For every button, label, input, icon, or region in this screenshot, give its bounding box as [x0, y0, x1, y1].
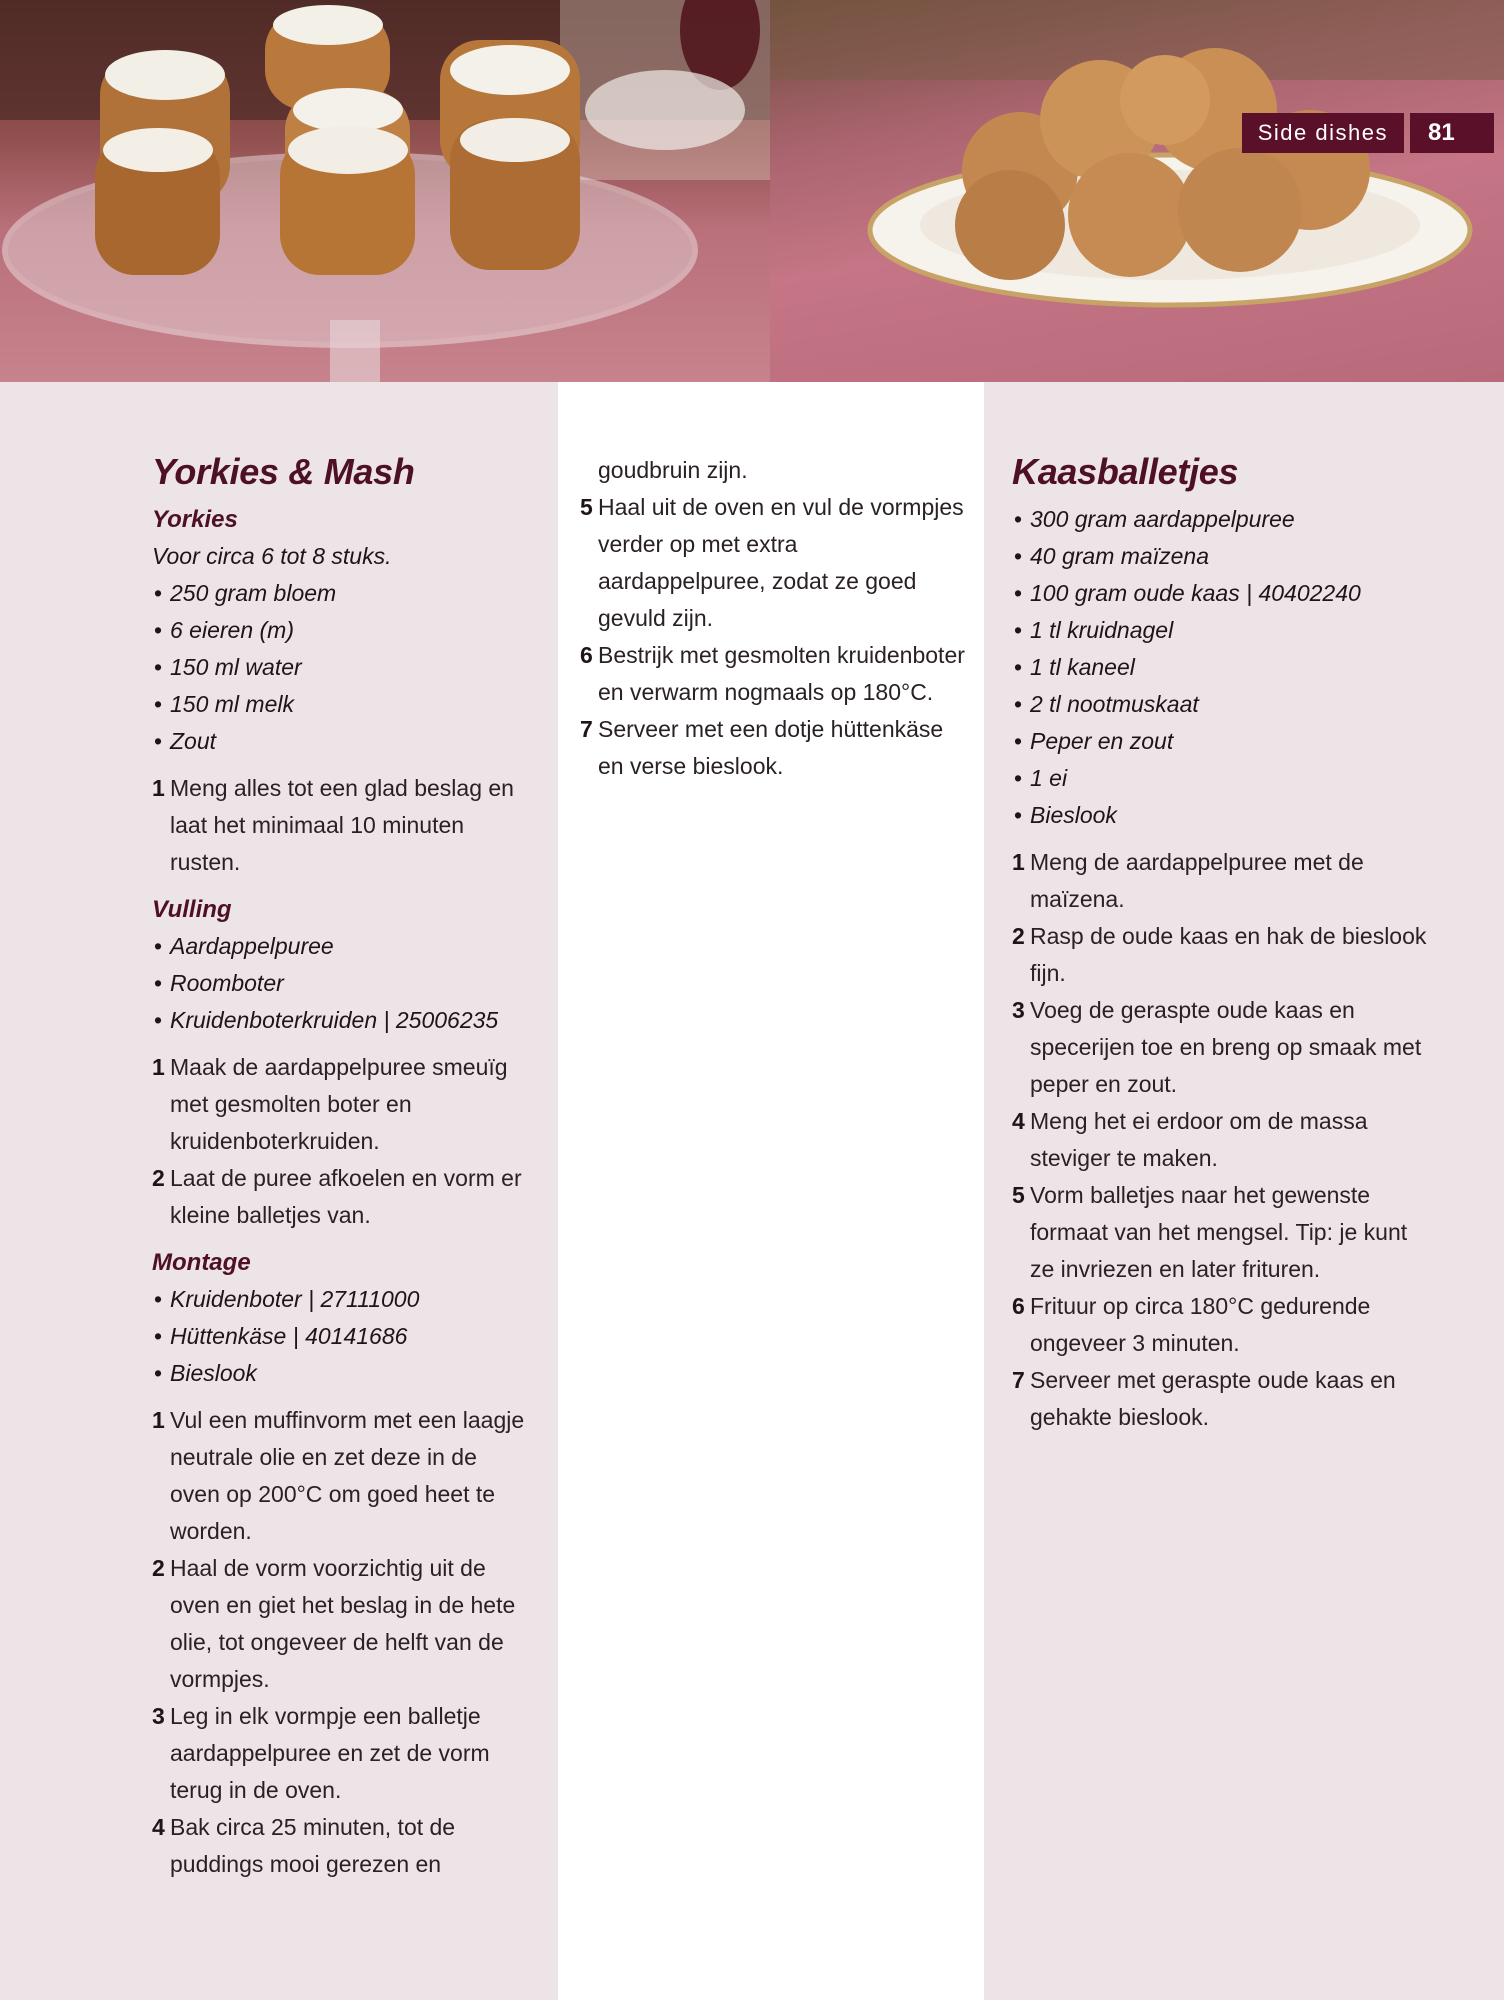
step-list-yorkies [152, 770, 532, 881]
step-text: Rasp de oude kaas en hak de bieslook fijn. [1030, 923, 1427, 987]
step-list-montage [152, 1402, 532, 1883]
step-text: Voeg de geraspte oude kaas en specerijen toe en breng op smaak met peper en zout. [1030, 997, 1422, 1098]
step-item [152, 1550, 532, 1698]
step-text-continued: goudbruin zijn. [598, 457, 748, 483]
column-left [0, 382, 558, 2000]
sub-heading-montage: Montage [152, 1249, 251, 1277]
page-number: 81 [1410, 113, 1494, 153]
step-item [152, 1809, 532, 1883]
step-text: Serveer met geraspte oude kaas en gehakte bieslook. [1030, 1367, 1396, 1431]
yorkies-illustration [0, 0, 770, 382]
step-number: 4 [1012, 1108, 1025, 1135]
step-number: 3 [152, 1703, 165, 1730]
step-item [1012, 1362, 1432, 1436]
step-item [1012, 1103, 1432, 1177]
step-text: Haal de vorm voorzichtig uit de oven en giet het beslag in de hete olie, tot ongeveer de helft van de vormpjes. [170, 1555, 516, 1693]
step-number: 1 [152, 775, 165, 802]
step-text: Meng alles tot een glad beslag en laat het minimaal 10 minuten rusten. [170, 775, 514, 876]
step-number: 5 [1012, 1182, 1025, 1209]
step-number: 6 [1012, 1293, 1025, 1320]
ingredient-list-montage [152, 1281, 532, 1392]
sub-heading-yorkies: Yorkies [152, 506, 238, 534]
ingredient-item: • 1 tl kaneel [1012, 649, 1432, 686]
ingredient-item: • 300 gram aardappelpuree [1012, 501, 1432, 538]
ingredient-item: • Roomboter [152, 965, 532, 1002]
step-item [1012, 1177, 1432, 1288]
step-text: Meng het ei erdoor om de massa steviger te maken. [1030, 1108, 1368, 1172]
step-text: Bestrijk met gesmolten kruidenboter en verwarm nogmaals op 180°C. [598, 642, 965, 705]
step-item [580, 452, 970, 489]
section-tag: Side dishes [1242, 113, 1404, 153]
step-text: Haal uit de oven en vul de vormpjes verder op met extra aardappelpuree, zodat ze goed gevuld zijn. [598, 494, 964, 631]
step-number: 1 [152, 1054, 165, 1081]
step-number: 2 [1012, 923, 1025, 950]
ingredient-item: • Hüttenkäse | 40141686 [152, 1318, 532, 1355]
ingredient-list-kaasballetjes [1012, 501, 1432, 834]
ingredient-item: • Bieslook [1012, 797, 1432, 834]
step-number: 1 [152, 1407, 165, 1434]
step-text: Meng de aardappelpuree met de maïzena. [1030, 849, 1364, 913]
recipe-yorkies-continued [580, 452, 970, 795]
ingredient-item: • Peper en zout [1012, 723, 1432, 760]
step-text: Vul een muffinvorm met een laagje neutrale olie en zet deze in de oven op 200°C om goed heet te worden. [170, 1407, 525, 1545]
step-list-vulling [152, 1049, 532, 1234]
ingredient-list-vulling [152, 928, 532, 1039]
ingredient-item: • 2 tl nootmuskaat [1012, 686, 1432, 723]
step-text: Bak circa 25 minuten, tot de puddings mooi gerezen en [170, 1814, 456, 1878]
photo-kaasballetjes [770, 0, 1504, 382]
ingredient-item: • Kruidenboterkruiden | 25006235 [152, 1002, 532, 1039]
step-item [152, 1160, 532, 1234]
step-number: 5 [580, 494, 593, 520]
ingredient-item: • 40 gram maïzena [1012, 538, 1432, 575]
step-number: 6 [580, 642, 593, 668]
step-item [1012, 918, 1432, 992]
step-number: 2 [152, 1165, 165, 1192]
sub-heading-vulling: Vulling [152, 896, 232, 924]
step-number: 1 [1012, 849, 1025, 876]
recipe-title: Yorkies & Mash [152, 451, 415, 492]
step-item [1012, 1288, 1432, 1362]
ingredient-item: • Aardappelpuree [152, 928, 532, 965]
step-text: Serveer met een dotje hüttenkäse en verse bieslook. [598, 716, 944, 779]
step-item [1012, 992, 1432, 1103]
step-text: Maak de aardappelpuree smeuïg met gesmolten boter en kruidenboterkruiden. [170, 1054, 508, 1155]
recipe-title: Kaasballetjes [1012, 451, 1239, 492]
step-list-montage-continued [580, 452, 970, 785]
step-item [152, 1049, 532, 1160]
step-item [580, 637, 970, 711]
step-number: 4 [152, 1814, 165, 1841]
ingredient-item: • 6 eieren (m) [152, 612, 532, 649]
kaasballetjes-illustration [770, 0, 1504, 382]
ingredient-item: • 150 ml water [152, 649, 532, 686]
step-number: 7 [580, 716, 593, 742]
ingredient-item: • 1 tl kruidnagel [1012, 612, 1432, 649]
photo-yorkies [0, 0, 770, 382]
step-item [152, 1402, 532, 1550]
ingredient-item: • Bieslook [152, 1355, 532, 1392]
column-middle [558, 382, 984, 2000]
step-text: Laat de puree afkoelen en vorm er kleine balletjes van. [170, 1165, 522, 1229]
step-item [152, 770, 532, 881]
step-number: 3 [1012, 997, 1025, 1024]
step-text: Leg in elk vormpje een balletje aardappelpuree en zet de vorm terug in de oven. [170, 1703, 490, 1804]
step-list-kaasballetjes [1012, 844, 1432, 1436]
ingredient-list-yorkies [152, 575, 532, 760]
step-text: Vorm balletjes naar het gewenste formaat van het mengsel. Tip: je kunt ze invriezen en later frituren. [1030, 1182, 1408, 1283]
ingredient-item: • 250 gram bloem [152, 575, 532, 612]
step-number: 7 [1012, 1367, 1025, 1394]
ingredient-item: • Zout [152, 723, 532, 760]
ingredient-item: • 1 ei [1012, 760, 1432, 797]
ingredient-item: • Kruidenboter | 27111000 [152, 1281, 532, 1318]
step-number: 2 [152, 1555, 165, 1582]
step-text: Frituur op circa 180°C gedurende ongeveer 3 minuten. [1030, 1293, 1371, 1357]
recipe-yorkies-mash [152, 450, 532, 1893]
yield-text: Voor circa 6 tot 8 stuks. [152, 543, 392, 570]
step-item [1012, 844, 1432, 918]
step-item [152, 1698, 532, 1809]
recipe-kaasballetjes [1012, 450, 1432, 1446]
ingredient-item: • 150 ml melk [152, 686, 532, 723]
column-right [984, 382, 1504, 2000]
step-item [580, 489, 970, 637]
ingredient-item: • 100 gram oude kaas | 40402240 [1012, 575, 1432, 612]
step-item [580, 711, 970, 785]
